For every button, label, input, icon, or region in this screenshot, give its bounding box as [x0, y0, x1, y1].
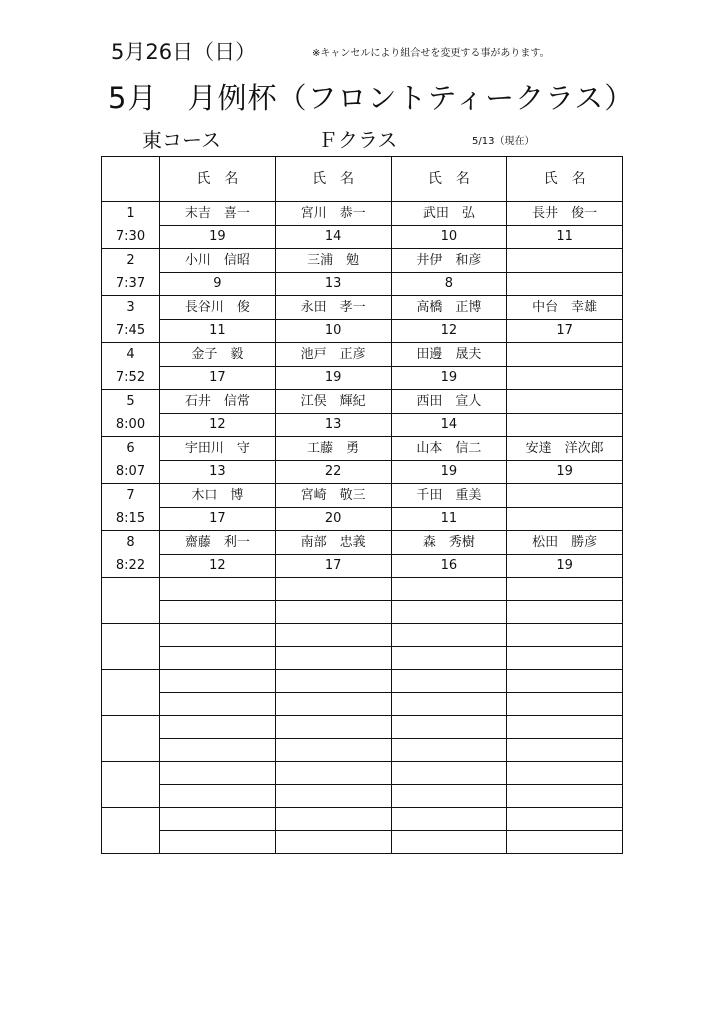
- player-handicap: 11: [507, 225, 623, 249]
- name-row: [102, 343, 623, 367]
- group-cell: [102, 531, 160, 578]
- player-name: [507, 343, 623, 367]
- tee-time: 7:52: [115, 370, 146, 385]
- player-handicap: 19: [160, 225, 276, 249]
- name-row: [102, 296, 623, 320]
- group-cell: [102, 578, 160, 624]
- page-title: 5月 月例杯（フロントティークラス）: [108, 81, 635, 115]
- player-name: 中台 幸雄: [507, 296, 623, 320]
- player-handicap: 16: [391, 554, 507, 578]
- name-row: [102, 484, 623, 508]
- player-name: [160, 624, 276, 647]
- player-handicap: 11: [160, 319, 276, 343]
- player-handicap: 12: [160, 554, 276, 578]
- player-handicap: [275, 739, 391, 762]
- name-header: 氏 名: [160, 157, 276, 202]
- player-name: [275, 670, 391, 693]
- player-handicap: 17: [160, 507, 276, 531]
- handicap-row: [102, 831, 623, 854]
- player-handicap: 20: [275, 507, 391, 531]
- player-name: 金子 毅: [160, 343, 276, 367]
- player-name: [507, 578, 623, 601]
- player-name: [391, 716, 507, 739]
- player-name: [275, 762, 391, 785]
- player-handicap: [391, 601, 507, 624]
- player-name: [391, 762, 507, 785]
- player-handicap: 13: [275, 413, 391, 437]
- player-handicap: [160, 601, 276, 624]
- player-name: [275, 808, 391, 831]
- player-handicap: [275, 831, 391, 854]
- group-cell: [102, 762, 160, 808]
- player-handicap: 13: [160, 460, 276, 484]
- group-cell: [102, 808, 160, 854]
- group-number: 7: [126, 488, 135, 503]
- player-name: 石井 信常: [160, 390, 276, 414]
- group-cell: [102, 202, 160, 249]
- player-handicap: [507, 366, 623, 390]
- player-name: 高橋 正博: [391, 296, 507, 320]
- name-row: [102, 202, 623, 226]
- player-name: [160, 808, 276, 831]
- handicap-row: [102, 319, 623, 343]
- player-name: 宮崎 敬三: [275, 484, 391, 508]
- tee-time: 8:07: [115, 464, 146, 479]
- player-handicap: [507, 693, 623, 716]
- player-name: 田邊 晟夫: [391, 343, 507, 367]
- player-handicap: [391, 647, 507, 670]
- player-handicap: [275, 647, 391, 670]
- player-handicap: 12: [160, 413, 276, 437]
- player-name: 安達 洋次郎: [507, 437, 623, 461]
- player-handicap: 17: [160, 366, 276, 390]
- player-handicap: [275, 785, 391, 808]
- group-number: 8: [126, 535, 135, 550]
- handicap-row: [102, 366, 623, 390]
- player-name: 齋藤 利一: [160, 531, 276, 555]
- handicap-row: [102, 413, 623, 437]
- player-name: 千田 重美: [391, 484, 507, 508]
- player-handicap: [507, 785, 623, 808]
- player-handicap: [160, 831, 276, 854]
- name-header: 氏 名: [275, 157, 391, 202]
- tee-time: 8:00: [115, 417, 146, 432]
- player-handicap: [391, 831, 507, 854]
- player-handicap: 19: [507, 554, 623, 578]
- header-row: [102, 157, 623, 202]
- handicap-row: [102, 739, 623, 762]
- name-row: [102, 249, 623, 273]
- cancellation-note: ※キャンセルにより組合せを変更する事があります。: [312, 48, 550, 59]
- player-name: 武田 弘: [391, 202, 507, 226]
- handicap-row: [102, 554, 623, 578]
- player-handicap: [160, 785, 276, 808]
- player-name: [160, 578, 276, 601]
- group-number: 2: [126, 253, 135, 268]
- name-row: [102, 716, 623, 739]
- name-row: [102, 578, 623, 601]
- player-name: [391, 578, 507, 601]
- player-name: [507, 670, 623, 693]
- player-handicap: 9: [160, 272, 276, 296]
- player-name: [391, 670, 507, 693]
- player-name: [391, 808, 507, 831]
- player-handicap: 17: [507, 319, 623, 343]
- group-number: 4: [126, 347, 135, 362]
- player-handicap: 10: [391, 225, 507, 249]
- group-cell: [102, 484, 160, 531]
- player-name: 末吉 喜一: [160, 202, 276, 226]
- as-of-date: 5/13（現在）: [472, 136, 535, 147]
- player-name: [507, 484, 623, 508]
- player-handicap: [507, 647, 623, 670]
- player-handicap: 14: [275, 225, 391, 249]
- name-row: [102, 670, 623, 693]
- player-handicap: [507, 413, 623, 437]
- player-name: [507, 624, 623, 647]
- player-name: 工藤 勇: [275, 437, 391, 461]
- player-handicap: 19: [391, 460, 507, 484]
- player-name: 木口 博: [160, 484, 276, 508]
- handicap-row: [102, 272, 623, 296]
- tee-time: 7:30: [115, 229, 146, 244]
- player-name: [275, 578, 391, 601]
- group-cell: [102, 249, 160, 296]
- name-header: 氏 名: [507, 157, 623, 202]
- player-name: 宮川 恭一: [275, 202, 391, 226]
- group-cell: [102, 437, 160, 484]
- group-cell: [102, 670, 160, 716]
- player-handicap: 22: [275, 460, 391, 484]
- player-name: [160, 716, 276, 739]
- course-label: 東コース: [142, 128, 221, 152]
- player-handicap: 12: [391, 319, 507, 343]
- handicap-row: [102, 785, 623, 808]
- name-row: [102, 531, 623, 555]
- name-header: 氏 名: [391, 157, 507, 202]
- player-name: 南部 忠義: [275, 531, 391, 555]
- player-handicap: 11: [391, 507, 507, 531]
- tee-time: 7:37: [115, 276, 146, 291]
- group-cell: [102, 624, 160, 670]
- handicap-row: [102, 647, 623, 670]
- group-number: 6: [126, 441, 135, 456]
- player-handicap: 13: [275, 272, 391, 296]
- player-name: [160, 670, 276, 693]
- player-name: 池戸 正彦: [275, 343, 391, 367]
- tee-time: 8:22: [115, 558, 146, 573]
- name-row: [102, 390, 623, 414]
- player-handicap: 19: [507, 460, 623, 484]
- player-handicap: [507, 739, 623, 762]
- player-handicap: [160, 647, 276, 670]
- player-name: 宇田川 守: [160, 437, 276, 461]
- table-body: [102, 202, 623, 854]
- tee-time: 7:45: [115, 323, 146, 338]
- player-handicap: 19: [275, 366, 391, 390]
- group-number: 5: [126, 394, 135, 409]
- player-handicap: [160, 693, 276, 716]
- player-name: 松田 勝彦: [507, 531, 623, 555]
- group-number: 1: [126, 206, 135, 221]
- date-heading: 5月26日（日）: [111, 40, 257, 64]
- player-handicap: [160, 739, 276, 762]
- handicap-row: [102, 225, 623, 249]
- player-handicap: [507, 601, 623, 624]
- player-handicap: 10: [275, 319, 391, 343]
- handicap-row: [102, 601, 623, 624]
- player-handicap: [507, 507, 623, 531]
- group-header-cell: [102, 157, 160, 202]
- player-name: 三浦 勉: [275, 249, 391, 273]
- class-label: Ｆクラス: [318, 128, 398, 152]
- player-name: 井伊 和彦: [391, 249, 507, 273]
- player-handicap: [391, 693, 507, 716]
- player-name: 江俣 輝紀: [275, 390, 391, 414]
- player-name: [507, 716, 623, 739]
- player-name: 小川 信昭: [160, 249, 276, 273]
- player-name: [507, 249, 623, 273]
- player-name: [507, 808, 623, 831]
- player-handicap: [275, 601, 391, 624]
- player-name: 西田 宣人: [391, 390, 507, 414]
- player-handicap: 19: [391, 366, 507, 390]
- player-name: 永田 孝一: [275, 296, 391, 320]
- player-handicap: [275, 693, 391, 716]
- player-handicap: [391, 785, 507, 808]
- name-row: [102, 808, 623, 831]
- player-handicap: 8: [391, 272, 507, 296]
- player-name: 長井 俊一: [507, 202, 623, 226]
- player-name: [275, 624, 391, 647]
- group-number: 3: [126, 300, 135, 315]
- name-row: [102, 624, 623, 647]
- player-name: [160, 762, 276, 785]
- group-cell: [102, 296, 160, 343]
- name-row: [102, 762, 623, 785]
- player-handicap: [507, 831, 623, 854]
- player-name: 山本 信二: [391, 437, 507, 461]
- name-row: [102, 437, 623, 461]
- group-cell: [102, 716, 160, 762]
- player-handicap: 17: [275, 554, 391, 578]
- player-name: [507, 762, 623, 785]
- player-handicap: [391, 739, 507, 762]
- player-handicap: 14: [391, 413, 507, 437]
- player-name: 長谷川 俊: [160, 296, 276, 320]
- player-name: 森 秀樹: [391, 531, 507, 555]
- group-cell: [102, 343, 160, 390]
- player-name: [275, 716, 391, 739]
- handicap-row: [102, 507, 623, 531]
- handicap-row: [102, 693, 623, 716]
- handicap-row: [102, 460, 623, 484]
- player-name: [507, 390, 623, 414]
- group-cell: [102, 390, 160, 437]
- pairing-table: [101, 156, 623, 854]
- player-handicap: [507, 272, 623, 296]
- tee-time: 8:15: [115, 511, 146, 526]
- player-name: [391, 624, 507, 647]
